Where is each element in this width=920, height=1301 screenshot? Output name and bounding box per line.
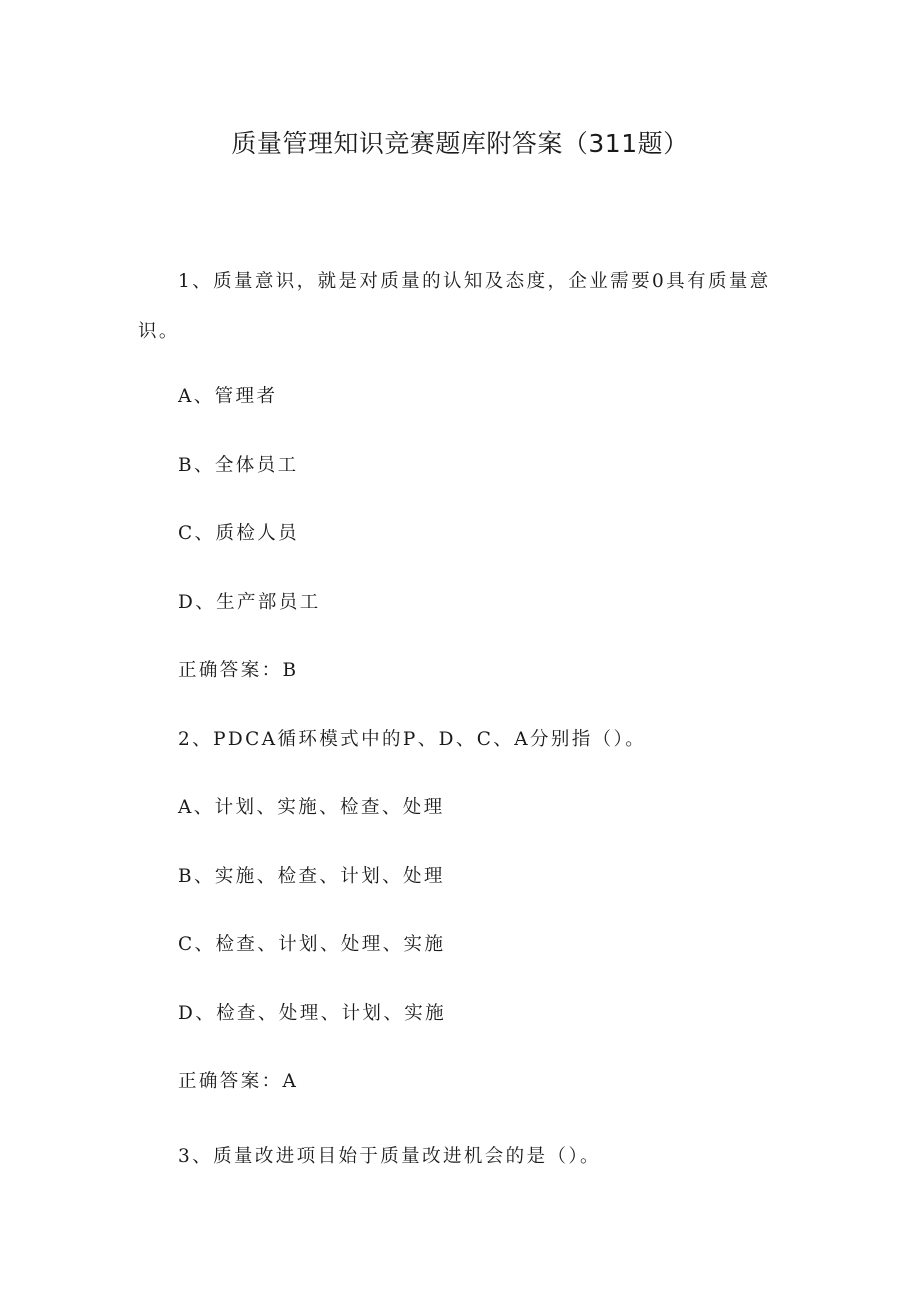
question-1-option-d: D、生产部员工 <box>178 592 321 613</box>
question-2-answer: 正确答案：A <box>178 1071 299 1092</box>
question-1-option-b: B、全体员工 <box>178 455 299 476</box>
question-2-option-b: B、实施、检查、计划、处理 <box>178 866 445 887</box>
document-title: 质量管理知识竞赛题库附答案（311题） <box>231 129 689 158</box>
question-2-option-c: C、检查、计划、处理、实施 <box>178 934 446 955</box>
question-1-option-a: A、管理者 <box>178 386 278 407</box>
question-3-stem: 3、质量改进项目始于质量改进机会的是（）。 <box>178 1146 601 1167</box>
question-1-stem: 1、质量意识，就是对质量的认知及态度，企业需要0具有质量意 <box>178 271 771 292</box>
question-1-answer: 正确答案：B <box>178 660 299 681</box>
question-2-option-a: A、计划、实施、检查、处理 <box>178 797 445 818</box>
question-2-stem: 2、PDCA循环模式中的P、D、C、A分别指（）。 <box>178 729 647 750</box>
question-1-stem-continued: 识。 <box>138 321 180 342</box>
question-2-option-d: D、检查、处理、计划、实施 <box>178 1003 447 1024</box>
question-1-option-c: C、质检人员 <box>178 523 300 544</box>
